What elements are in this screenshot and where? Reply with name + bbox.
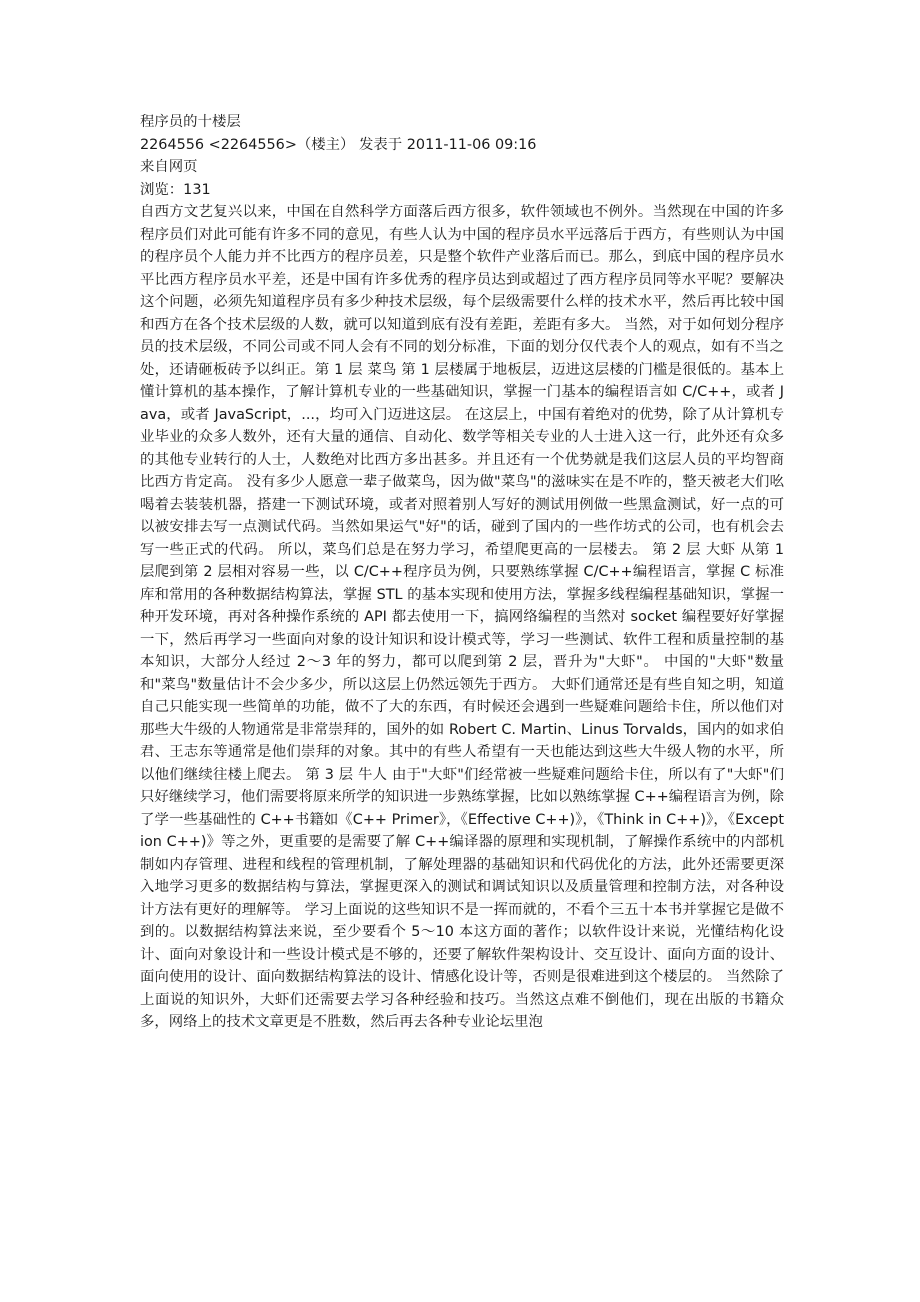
document-page bbox=[140, 111, 784, 1034]
post-byline: 2264556 <2264556>（楼主） 发表于 2011-11-06 09:16 bbox=[140, 136, 537, 153]
post-source: 来自网页 bbox=[140, 159, 198, 175]
view-count: 浏览：131 bbox=[140, 181, 211, 198]
post-title: 程序员的十楼层 bbox=[140, 114, 241, 130]
post-body: 自西方文艺复兴以来，中国在自然科学方面落后西方很多，软件领域也不例外。当然现在中国的许多程序员们对此可能有许多不同的意见，有些人认为中国的程序员水平远落后于西方，有些则认为中国的程序员个人能力并不比西方的程序员差，只是整个软件产业落后而已。那么，到底中国的程序员水平比西方程序员水平差，还是中国有许多优秀的程序员达到或超过了西方程序员同等水平呢？要解决这个问题，必须先知道程序员有多少种技术层级，每个层级需要什么样的技术水平，然后再比较中国和西方在各个技术层级的人数，就可以知道到底有没有差距，差距有多大。 当然，对于如何划分程序员的技术层级，不同公司或不同人会有不同的划分标准，下面的划分仅代表个人的观点，如有不当之处，还请砸板砖予以纠正。第 1 层 菜鸟 第 1 层楼属于地板层，迈进这层楼的门槛是很低的。基本上懂计算机的基本操作，了解计算机专业的一些基础知识，掌握一门基本的编程语言如 C/C++，或者 Java，或者 JavaScript，...，均可入门迈进这层。 在这层上，中国有着绝对的优势，除了从计算机专业毕业的众多人数外，还有大量的通信、自动化、数学等相关专业的人士进入这一行，此外还有众多的其他专业转行的人士，人数绝对比西方多出甚多。并且还有一个优势就是我们这层人员的平均智商比西方肯定高。 没有多少人愿意一辈子做菜鸟，因为做"菜鸟"的滋味实在是不咋的，整天被老大们吆喝着去装装机器，搭建一下测试环境，或者对照着别人写好的测试用例做一些黑盒测试，好一点的可以被安排去写一点测试代码。当然如果运气"好"的话，碰到了国内的一些作坊式的公司，也有机会去写一些正式的代码。 所以，菜鸟们总是在努力学习，希望爬更高的一层楼去。 第 2 层 大虾 从第 1 层爬到第 2 层相对容易一些，以 C/C++程序员为例，只要熟练掌握 C/C++编程语言，掌握 C 标准库和常用的各种数据结构算法，掌握 STL 的基本实现和使用方法，掌握多线程编程基础知识，掌握一种开发环境，再对各种操作系统的 API 都去使用一下，搞网络编程的当然对 socket 编程要好好掌握一下，然后再学习一些面向对象的设计知识和设计模式等，学习一些测试、软件工程和质量控制的基本知识，大部分人经过 2～3 年的努力，都可以爬到第 2 层，晋升为"大虾"。 中国的"大虾"数量和"菜鸟"数量估计不会少多少，所以这层上仍然远领先于西方。 大虾们通常还是有些自知之明，知道自己只能实现一些简单的功能，做不了大的东西，有时候还会遇到一些疑难问题给卡住，所以他们对那些大牛级的人物通常是非常崇拜的，国外的如 Robert C. Martin、Linus Torvalds，国内的如求伯君、王志东等通常是他们崇拜的对象。其中的有些人希望有一天也能达到这些大牛级人物的水平，所以他们继续往楼上爬去。 第 3 层 牛人 由于"大虾"们经常被一些疑难问题给卡住，所以有了"大虾"们只好继续学习，他们需要将原来所学的知识进一步熟练掌握，比如以熟练掌握 C++编程语言为例，除了学一些基础性的 C++书籍如《C++ Primer》，《Effective C++)》，《Think in C++)》，《Exception C++)》等之外，更重要的是需要了解 C++编译器的原理和实现机制，了解操作系统中的内部机制如内存管理、进程和线程的管理机制，了解处理器的基础知识和代码优化的方法，此外还需要更深入地学习更多的数据结构与算法，掌握更深入的测试和调试知识以及质量管理和控制方法，对各种设计方法有更好的理解等。 学习上面说的这些知识不是一挥而就的，不看个三五十本书并掌握它是做不到的。以数据结构算法来说，至少要看个 5～10 本这方面的著作；以软件设计来说，光懂结构化设计、面向对象设计和一些设计模式是不够的，还要了解软件架构设计、交互设计、面向方面的设计、面向使用的设计、面向数据结构算法的设计、情感化设计等，否则是很难进到这个楼层的。 当然除了上面说的知识外，大虾们还需要去学习各种经验和技巧。当然这点难不倒他们，现在出版的书籍众多，网络上的技术文章更是不胜数，然后再去各种专业论坛里泡 bbox=[140, 204, 784, 1030]
